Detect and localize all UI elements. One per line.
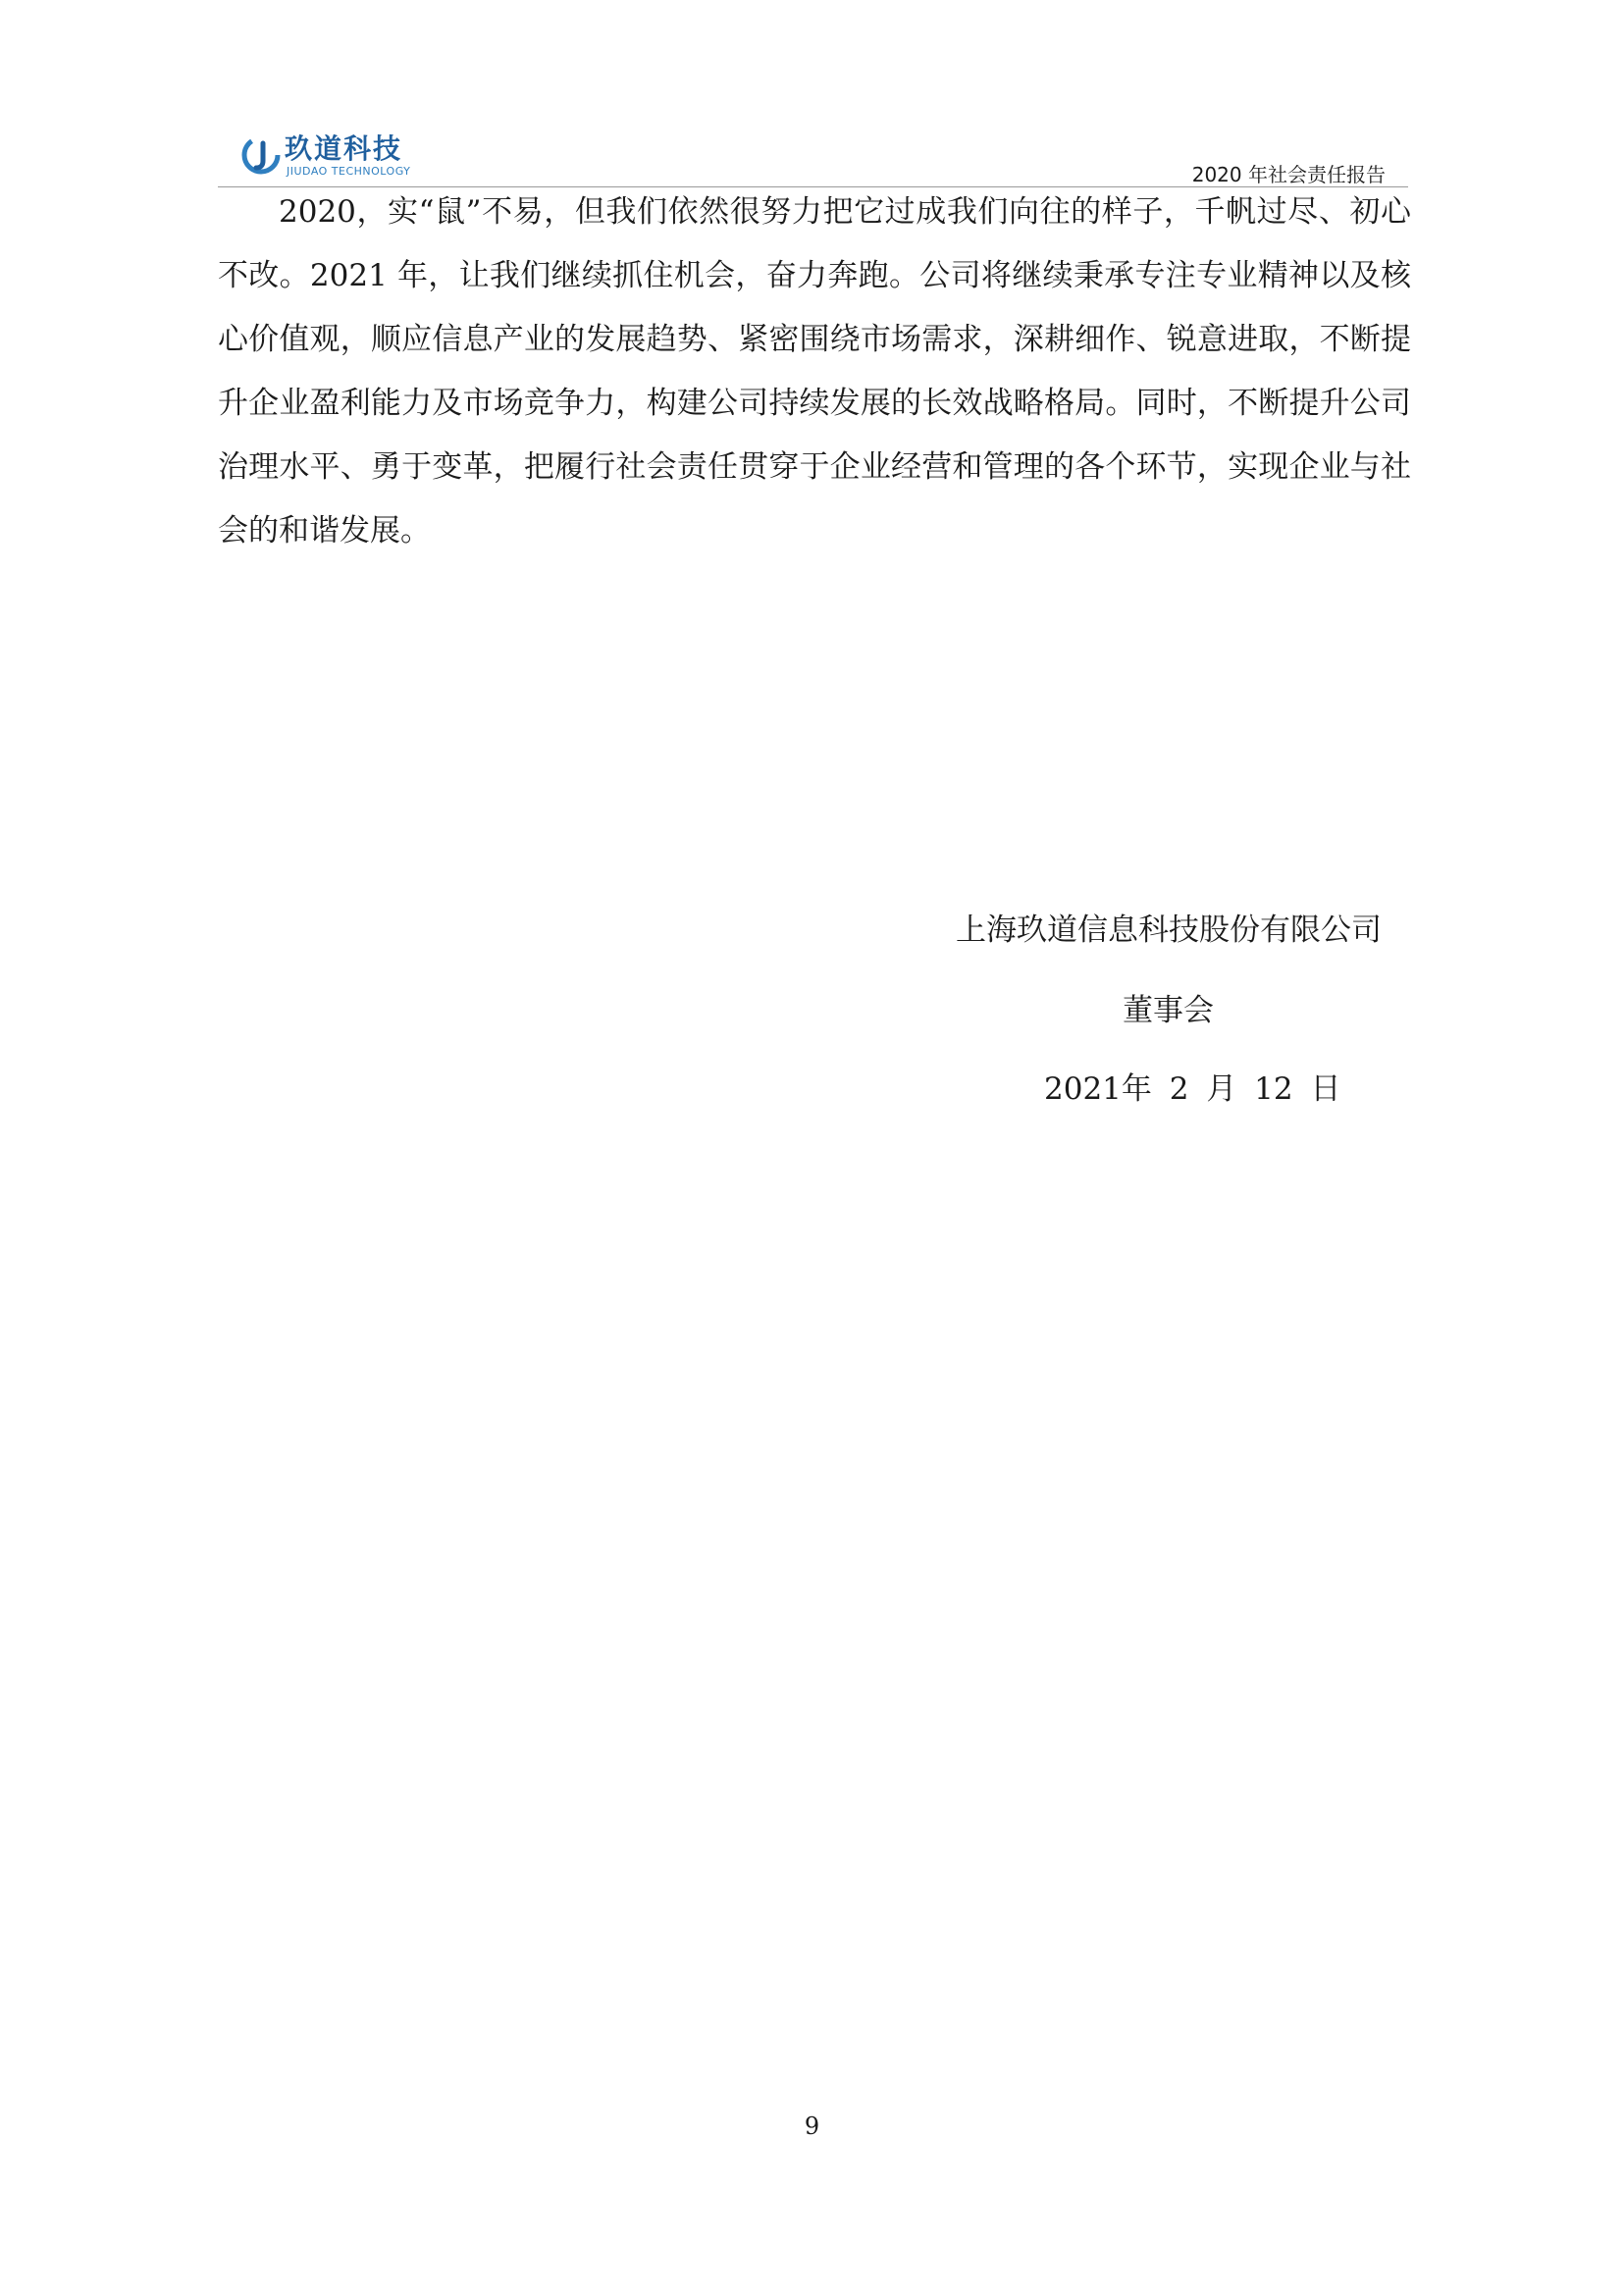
- page-header: [0, 0, 1624, 186]
- logo-chinese-text: 玖道科技: [285, 132, 403, 165]
- signature-company: 上海玖道信息科技股份有限公司: [956, 913, 1382, 948]
- signature-date: 2021年 2 月 12 日: [1044, 1071, 1341, 1107]
- report-title: 2020 年社会责任报告: [1191, 163, 1386, 186]
- jiudao-logo-icon: [241, 135, 281, 175]
- page-number: 9: [804, 2112, 820, 2140]
- logo-english-text: JIUDAO TECHNOLOGY: [287, 165, 411, 178]
- signature-board: 董事会: [1123, 993, 1214, 1028]
- company-logo: [241, 133, 418, 183]
- body-paragraph: 2020，实“鼠”不易，但我们依然很努力把它过成我们向往的样子，千帆过尽、初心不改。2021 年，让我们继续抓住机会，奋力奔跑。公司将继续秉承专注专业精神以及核心价值观，顺应信息产业的发展趋势、紧密围绕市场需求，深耕细作、锐意进取，不断提升企业盈利能力及市场竞争力，构建公司持续发展的长效战略格局。同时，不断提升公司治理水平、勇于变革，把履行社会责任贯穿于企业经营和管理的各个环节，实现企业与社会的和谐发展。: [218, 194, 1411, 548]
